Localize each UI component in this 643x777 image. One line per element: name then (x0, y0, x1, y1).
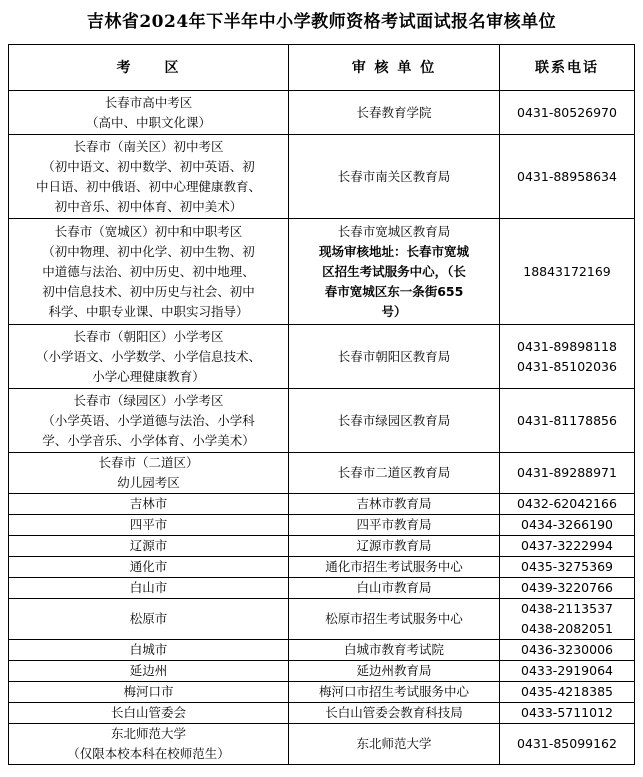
area-line: 小学心理健康教育） (92, 368, 205, 384)
unit-cell (289, 536, 500, 557)
area-line: 梅河口市 (123, 684, 174, 699)
area-line: 中道德与法治、初中历史、初中地理、 (42, 263, 255, 279)
table-row (9, 91, 635, 135)
area-line: 白山市 (129, 580, 168, 595)
unit-name: 松原市招生考试服务中心 (325, 611, 463, 626)
area-cell (9, 91, 289, 135)
table-row (9, 389, 635, 453)
table-row (9, 494, 635, 515)
area-cell (9, 557, 289, 578)
phone-cell (500, 640, 635, 661)
page-title: 吉林省2024年下半年中小学教师资格考试面试报名审核单位 (86, 12, 557, 32)
area-cell (9, 703, 289, 724)
area-line: 白城市 (129, 642, 168, 657)
phone-number: 0431-89288971 (517, 465, 617, 480)
area-line: （小学英语、小学道德与法治、小学科 (42, 412, 255, 428)
area-line: 长春市（宽城区）初中和中职考区 (54, 223, 243, 239)
area-line: （仅限本校本科在校师范生） (67, 746, 230, 761)
unit-name: 长春市绿园区教育局 (337, 412, 451, 428)
area-line: （初中物理、初中化学、初中生物、初 (42, 243, 255, 259)
table-row (9, 724, 635, 765)
phone-cell (500, 91, 635, 135)
area-line: 学、小学音乐、小学体育、小学美术） (42, 432, 255, 448)
area-line: 长春市高中考区 (104, 94, 193, 110)
table-body (9, 91, 635, 765)
area-line: 长白山管委会 (110, 705, 186, 720)
phone-number: 0435-3275369 (521, 559, 613, 574)
phone-number: 0435-4218385 (521, 684, 613, 699)
area-line: 通化市 (129, 559, 168, 574)
area-cell (9, 724, 289, 765)
table-row (9, 703, 635, 724)
review-units-table (8, 44, 635, 765)
unit-name: 长春市宽城区教育局 (337, 223, 451, 239)
area-cell (9, 578, 289, 599)
table-row (9, 640, 635, 661)
phone-number: 0431-85102036 (517, 358, 617, 374)
unit-cell (289, 599, 500, 640)
header-unit: 审 核 单 位 (289, 45, 500, 91)
area-cell (9, 599, 289, 640)
area-line: 延边州 (129, 663, 168, 678)
area-cell (9, 661, 289, 682)
unit-name: 长白山管委会教育科技局 (325, 705, 463, 720)
unit-cell (289, 682, 500, 703)
phone-number: 0431-89898118 (517, 338, 617, 354)
area-cell (9, 682, 289, 703)
phone-cell (500, 494, 635, 515)
area-line: 长春市（南关区）初中考区 (73, 138, 224, 154)
phone-cell (500, 661, 635, 682)
phone-number: 0439-3220766 (521, 580, 613, 595)
table-row (9, 219, 635, 325)
phone-cell (500, 557, 635, 578)
unit-cell (289, 453, 500, 494)
unit-name: 辽源市教育局 (356, 538, 432, 553)
table-row (9, 661, 635, 682)
area-line: 科学、中职专业课、中职实习指导） (48, 303, 249, 319)
area-cell (9, 219, 289, 325)
area-cell (9, 453, 289, 494)
phone-cell (500, 135, 635, 219)
area-cell (9, 325, 289, 389)
area-line: 初中音乐、初中体育、初中美术） (54, 198, 243, 214)
unit-name: 白城市教育考试院 (343, 642, 444, 657)
unit-cell (289, 389, 500, 453)
header-area: 考 区 (9, 45, 289, 91)
unit-name: 东北师范大学 (356, 736, 432, 751)
phone-cell (500, 578, 635, 599)
area-line: 长春市（二道区） (98, 455, 199, 470)
unit-cell (289, 515, 500, 536)
unit-cell (289, 219, 500, 325)
area-cell (9, 640, 289, 661)
area-line: 长春市（朝阳区）小学考区 (73, 328, 224, 344)
phone-number: 18843172169 (523, 263, 611, 279)
unit-name: 长春市朝阳区教育局 (337, 348, 451, 364)
unit-cell (289, 724, 500, 765)
area-cell (9, 515, 289, 536)
unit-name: 四平市教育局 (356, 517, 432, 532)
unit-cell (289, 578, 500, 599)
unit-cell (289, 640, 500, 661)
phone-cell (500, 325, 635, 389)
unit-name: 长春市二道区教育局 (337, 465, 451, 480)
phone-number: 0431-80526970 (517, 104, 617, 120)
table-row (9, 135, 635, 219)
area-line: 四平市 (129, 517, 168, 532)
phone-number: 0432-62042166 (517, 496, 617, 511)
area-line: 中日语、初中俄语、初中心理健康教育、 (35, 178, 261, 194)
unit-cell (289, 661, 500, 682)
table-row (9, 578, 635, 599)
phone-cell (500, 682, 635, 703)
unit-cell (289, 703, 500, 724)
phone-number: 0433-2919064 (521, 663, 613, 678)
area-cell (9, 135, 289, 219)
area-line: 辽源市 (129, 538, 168, 553)
area-line: 长春市（绿园区）小学考区 (73, 392, 224, 408)
unit-cell (289, 494, 500, 515)
area-line: 幼儿园考区 (117, 475, 180, 490)
unit-name: 长春教育学院 (356, 104, 432, 120)
area-line: （高中、中职文化课） (85, 114, 211, 130)
phone-cell (500, 219, 635, 325)
area-line: 初中信息技术、初中历史与社会、初中 (42, 283, 255, 299)
phone-cell (500, 515, 635, 536)
unit-name: 梅河口市招生考试服务中心 (318, 684, 469, 699)
phone-cell (500, 453, 635, 494)
table-row (9, 557, 635, 578)
unit-cell (289, 135, 500, 219)
unit-cell (289, 557, 500, 578)
phone-number: 0437-3222994 (521, 538, 613, 553)
phone-number: 0436-3230006 (521, 642, 613, 657)
unit-cell (289, 325, 500, 389)
table-header-row (9, 45, 635, 91)
unit-name: 吉林市教育局 (356, 496, 432, 511)
table-row (9, 682, 635, 703)
table-row (9, 515, 635, 536)
phone-cell (500, 703, 635, 724)
unit-name: 延边州教育局 (356, 663, 432, 678)
area-cell (9, 494, 289, 515)
area-line: 吉林市 (129, 496, 168, 511)
table-row (9, 599, 635, 640)
area-line: 松原市 (129, 611, 168, 626)
table-row (9, 325, 635, 389)
phone-cell (500, 599, 635, 640)
phone-number: 0438-2082051 (521, 621, 613, 636)
header-phone: 联系电话 (500, 45, 635, 91)
phone-number: 0433-5711012 (521, 705, 613, 720)
phone-cell (500, 724, 635, 765)
phone-number: 0431-85099162 (517, 736, 617, 751)
phone-number: 0431-81178856 (517, 412, 617, 428)
area-line: （小学语文、小学数学、小学信息技术、 (35, 348, 261, 364)
phone-cell (500, 536, 635, 557)
phone-number: 0438-2113537 (521, 601, 613, 616)
phone-number: 0431-88958634 (517, 168, 617, 184)
phone-cell (500, 389, 635, 453)
area-cell (9, 389, 289, 453)
unit-address-line: 号） (381, 303, 407, 319)
table-row (9, 453, 635, 494)
unit-cell (289, 91, 500, 135)
unit-name: 长春市南关区教育局 (337, 168, 451, 184)
area-cell (9, 536, 289, 557)
unit-address-line: 区招生考试服务中心，（长 (322, 263, 466, 279)
unit-name: 白山市教育局 (356, 580, 432, 595)
unit-address-line: 现场审核地址：长春市宽城 (318, 243, 469, 259)
table-row (9, 536, 635, 557)
area-line: 东北师范大学 (110, 726, 186, 741)
unit-name: 通化市招生考试服务中心 (325, 559, 463, 574)
area-line: （初中语文、初中数学、初中英语、初 (42, 158, 255, 174)
unit-address-line: 春市宽城区东一条街655 (324, 283, 464, 299)
phone-number: 0434-3266190 (521, 517, 613, 532)
